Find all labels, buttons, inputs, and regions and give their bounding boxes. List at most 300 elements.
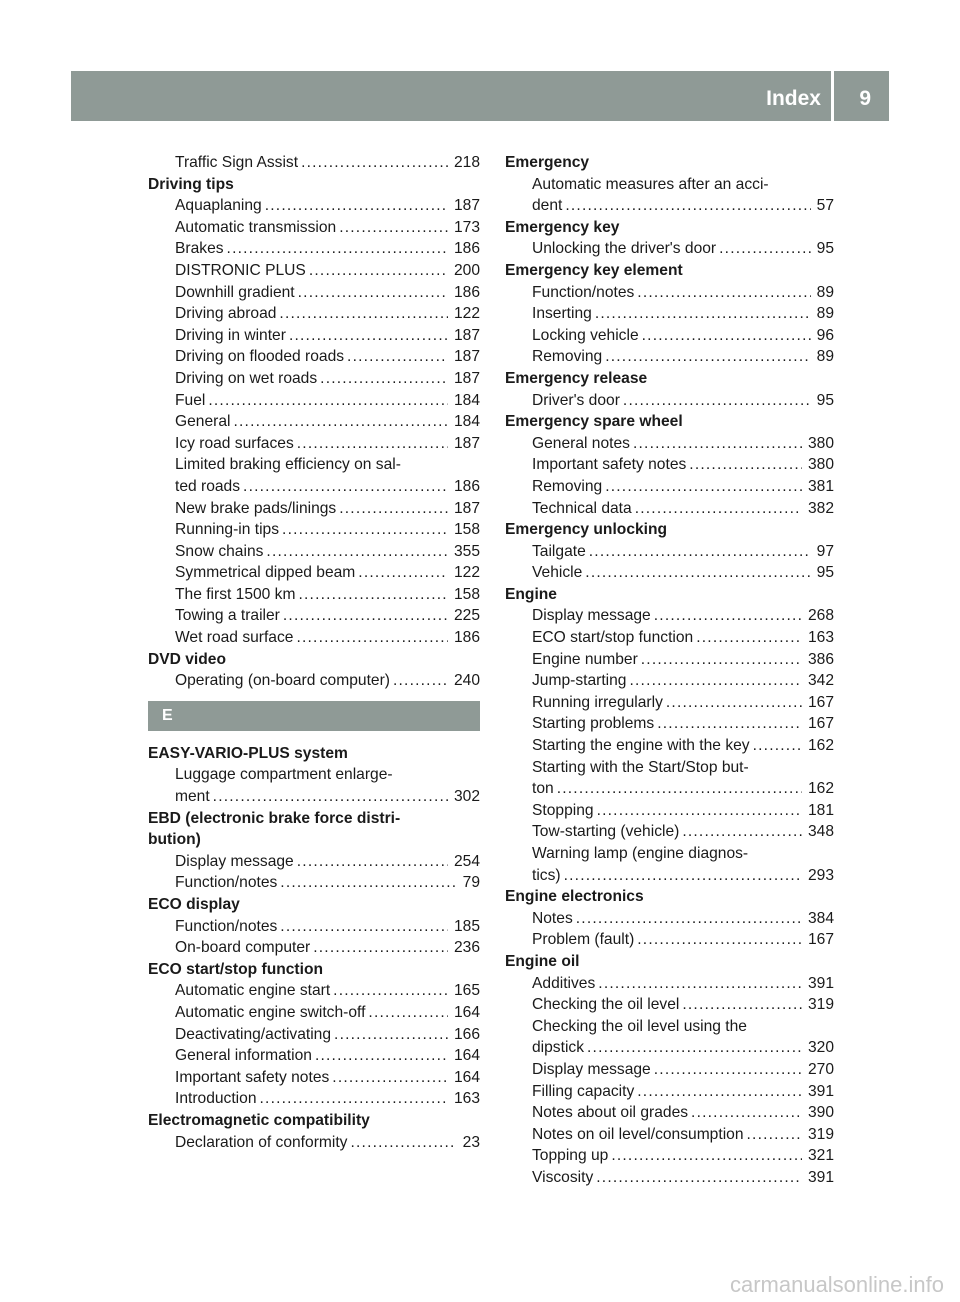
index-entry[interactable]	[148, 584, 480, 606]
leader-dots	[686, 454, 802, 476]
leader-dots	[602, 476, 802, 498]
index-entry[interactable]	[505, 778, 834, 800]
index-entry[interactable]	[148, 282, 480, 304]
index-entry[interactable]	[148, 325, 480, 347]
leader-dots	[294, 851, 448, 873]
page-reference[interactable]: 186	[453, 629, 480, 647]
entry-text: General information	[175, 1047, 312, 1065]
page-reference[interactable]: 167	[807, 931, 834, 949]
page-reference[interactable]: 184	[453, 413, 480, 431]
index-entry[interactable]	[505, 821, 834, 843]
entry-text: EASY-VARIO-PLUS system	[148, 744, 348, 762]
page-reference[interactable]: 200	[453, 261, 480, 279]
index-entry[interactable]	[148, 1067, 480, 1089]
page-reference[interactable]: 391	[807, 1168, 834, 1186]
leader-dots	[230, 411, 447, 433]
index-entry[interactable]	[505, 195, 834, 217]
entry-text: Luggage compartment enlarge-	[175, 766, 393, 784]
page-reference[interactable]: 381	[807, 477, 834, 495]
leader-dots	[679, 994, 802, 1016]
entry-text: dent	[532, 197, 563, 215]
page-reference[interactable]: 166	[453, 1025, 480, 1043]
index-entry[interactable]	[505, 908, 834, 930]
page-reference[interactable]: 270	[807, 1060, 834, 1078]
index-entry	[505, 843, 834, 865]
leader-dots	[329, 1067, 448, 1089]
page-reference[interactable]: 165	[453, 982, 480, 1000]
index-entry[interactable]	[505, 346, 834, 368]
entry-text: Locking vehicle	[532, 326, 639, 344]
index-entry[interactable]	[505, 498, 834, 520]
page-reference[interactable]: 187	[453, 434, 480, 452]
index-entry[interactable]	[148, 1002, 480, 1024]
leader-dots	[582, 562, 810, 584]
page-reference[interactable]: 158	[453, 585, 480, 603]
entry-text: Starting with the Start/Stop but-	[532, 758, 749, 776]
page-reference[interactable]: 236	[453, 939, 480, 957]
page-reference[interactable]: 23	[462, 1133, 480, 1151]
entry-text: Icy road surfaces	[175, 434, 294, 452]
index-entry	[148, 764, 480, 786]
entry-text: Engine electronics	[505, 888, 644, 906]
entry-text: Emergency key element	[505, 261, 683, 279]
entry-text: Driving on flooded roads	[175, 348, 345, 366]
page-reference[interactable]: 319	[807, 996, 834, 1014]
entry-text: Automatic measures after an acci-	[532, 175, 769, 193]
index-entry[interactable]	[148, 605, 480, 627]
leader-dots	[310, 937, 448, 959]
leader-dots	[593, 1167, 802, 1189]
leader-dots	[679, 821, 802, 843]
entry-text: Automatic engine start	[175, 982, 331, 1000]
page-reference[interactable]: 167	[807, 693, 834, 711]
index-entry[interactable]	[148, 498, 480, 520]
leader-dots	[594, 800, 802, 822]
entry-text: ECO start/stop function	[532, 629, 694, 647]
entry-text: Emergency unlocking	[505, 521, 668, 539]
page-reference[interactable]: 187	[453, 348, 480, 366]
leader-dots	[224, 238, 448, 260]
entry-text: Inserting	[532, 305, 592, 323]
leader-dots	[262, 195, 448, 217]
page-reference[interactable]: 79	[462, 874, 480, 892]
entry-text: Checking the oil level using the	[532, 1017, 747, 1035]
leader-dots	[651, 1059, 802, 1081]
entry-text: Notes on oil level/consumption	[532, 1125, 744, 1143]
entry-text: Driving abroad	[175, 305, 277, 323]
entry-text: Display message	[175, 852, 294, 870]
entry-text: ECO start/stop function	[148, 960, 323, 978]
page-reference[interactable]: 89	[816, 283, 834, 301]
page-reference[interactable]: 167	[807, 715, 834, 733]
entry-text: Filling capacity	[532, 1082, 635, 1100]
entry-text: Electromagnetic compatibility	[148, 1111, 370, 1129]
leader-dots	[586, 541, 811, 563]
entry-text: Fuel	[175, 391, 206, 409]
entry-text: ton	[532, 780, 554, 798]
leader-dots	[344, 346, 448, 368]
index-entry[interactable]	[505, 735, 834, 757]
leader-dots	[654, 713, 802, 735]
page-reference[interactable]: 187	[453, 326, 480, 344]
index-entry[interactable]	[505, 476, 834, 498]
index-entry[interactable]	[148, 851, 480, 873]
entry-text: Aquaplaning	[175, 197, 262, 215]
entry-text: Operating (on-board computer)	[175, 672, 390, 690]
index-entry[interactable]	[505, 433, 834, 455]
page-reference[interactable]: 319	[807, 1125, 834, 1143]
leader-dots	[330, 980, 448, 1002]
entry-text: Removing	[532, 348, 603, 366]
page-reference[interactable]: 95	[816, 240, 834, 258]
index-entry	[505, 757, 834, 779]
page-reference[interactable]: 391	[807, 974, 834, 992]
index-column-left	[148, 152, 480, 1153]
entry-text: Technical data	[532, 499, 632, 517]
entry-text: Declaration of conformity	[175, 1133, 348, 1151]
index-entry[interactable]	[505, 303, 834, 325]
page-reference[interactable]: 186	[453, 240, 480, 258]
entry-text: Stopping	[532, 801, 594, 819]
page-reference[interactable]: 218	[453, 154, 480, 171]
leader-dots	[279, 519, 448, 541]
leader-dots	[205, 390, 448, 412]
index-entry[interactable]	[505, 865, 834, 887]
entry-text: Checking the oil level	[532, 996, 680, 1014]
page-reference[interactable]: 342	[807, 672, 834, 690]
entry-text: Additives	[532, 974, 596, 992]
header-divider	[831, 71, 834, 121]
entry-text: Emergency	[505, 154, 590, 171]
page-reference[interactable]: 122	[453, 564, 480, 582]
leader-dots	[630, 433, 802, 455]
page-reference[interactable]: 162	[807, 737, 834, 755]
leader-dots	[595, 973, 802, 995]
entry-text: ECO display	[148, 896, 240, 913]
entry-text: Problem (fault)	[532, 931, 635, 949]
entry-text: The first 1500 km	[175, 585, 296, 603]
page-reference[interactable]: 348	[807, 823, 834, 841]
leader-dots	[390, 670, 448, 692]
entry-text: General notes	[532, 434, 630, 452]
entry-text: ted roads	[175, 477, 241, 495]
leader-dots	[336, 498, 448, 520]
entry-text: Display message	[532, 1060, 651, 1078]
page-reference[interactable]: 240	[453, 672, 480, 690]
index-entry[interactable]	[148, 152, 480, 174]
page-reference[interactable]: 185	[453, 917, 480, 935]
index-entry[interactable]	[148, 541, 480, 563]
leader-dots	[592, 303, 811, 325]
index-entry[interactable]	[505, 973, 834, 995]
entry-text: Viscosity	[532, 1168, 594, 1186]
index-entry[interactable]	[148, 260, 480, 282]
index-entry[interactable]	[148, 786, 480, 808]
index-heading	[148, 959, 480, 981]
index-entry[interactable]	[505, 670, 834, 692]
entry-text: Removing	[532, 477, 603, 495]
leader-dots	[573, 908, 802, 930]
page-reference[interactable]: 164	[453, 1003, 480, 1021]
index-entry[interactable]	[505, 1124, 834, 1146]
page-reference[interactable]: 380	[807, 456, 834, 474]
entry-text: Driving in winter	[175, 326, 286, 344]
page-reference[interactable]: 355	[453, 542, 480, 560]
entry-text: Emergency key	[505, 218, 620, 236]
index-entry[interactable]	[505, 454, 834, 476]
index-entry[interactable]	[148, 476, 480, 498]
index-entry[interactable]	[505, 1167, 834, 1189]
page-reference[interactable]: 158	[453, 521, 480, 539]
leader-dots	[317, 368, 448, 390]
leader-dots	[639, 325, 811, 347]
page-reference[interactable]: 57	[816, 197, 834, 215]
leader-dots	[561, 865, 802, 887]
index-entry[interactable]	[505, 325, 834, 347]
index-entry[interactable]	[148, 368, 480, 390]
entry-text: ment	[175, 788, 210, 806]
page-reference[interactable]: 89	[816, 348, 834, 366]
leader-dots	[263, 541, 448, 563]
leader-dots	[210, 786, 448, 808]
index-entry[interactable]	[505, 541, 834, 563]
page-reference[interactable]: 187	[453, 369, 480, 387]
index-entry[interactable]	[505, 1059, 834, 1081]
entry-text: Unlocking the driver's door	[532, 240, 717, 258]
leader-dots	[286, 325, 448, 347]
page-reference[interactable]: 122	[453, 305, 480, 323]
leader-dots	[277, 872, 456, 894]
entry-text: Driver's door	[532, 391, 620, 409]
page-reference[interactable]: 386	[807, 650, 834, 668]
entry-text: Automatic transmission	[175, 218, 337, 236]
page-reference[interactable]: 382	[807, 499, 834, 517]
leader-dots	[257, 1088, 448, 1110]
leader-dots	[634, 1081, 802, 1103]
index-column-right	[505, 152, 834, 1189]
leader-dots	[744, 1124, 802, 1146]
index-entry[interactable]	[505, 562, 834, 584]
entry-text: Tow-starting (vehicle)	[532, 823, 680, 841]
index-entry[interactable]	[505, 692, 834, 714]
index-heading	[505, 886, 834, 908]
page-reference[interactable]: 164	[453, 1068, 480, 1086]
index-heading	[505, 411, 834, 433]
entry-text: Engine	[505, 585, 557, 603]
index-entry[interactable]	[505, 800, 834, 822]
index-entry[interactable]	[148, 303, 480, 325]
index-heading	[505, 951, 834, 973]
index-entry[interactable]	[505, 1102, 834, 1124]
page-reference[interactable]: 187	[453, 499, 480, 517]
leader-dots	[602, 346, 810, 368]
index-entry[interactable]	[148, 1132, 480, 1154]
entry-text: Running irregularly	[532, 693, 663, 711]
index-entry[interactable]	[148, 390, 480, 412]
leader-dots	[632, 498, 802, 520]
index-entry[interactable]	[505, 605, 834, 627]
page-reference[interactable]: 186	[453, 477, 480, 495]
entry-text: Wet road surface	[175, 629, 294, 647]
entry-text: Function/notes	[532, 283, 635, 301]
leader-dots	[331, 1024, 448, 1046]
index-entry[interactable]	[505, 649, 834, 671]
entry-text: Running-in tips	[175, 521, 280, 539]
index-entry[interactable]	[505, 1081, 834, 1103]
index-heading	[505, 260, 834, 282]
leader-dots	[336, 217, 448, 239]
page-number: 9	[859, 87, 871, 110]
entry-text: Important safety notes	[532, 456, 687, 474]
leader-dots	[716, 238, 811, 260]
index-entry[interactable]	[505, 627, 834, 649]
leader-dots	[347, 1132, 456, 1154]
index-entry[interactable]	[148, 670, 480, 692]
index-entry[interactable]	[505, 929, 834, 951]
page-reference[interactable]: 89	[816, 305, 834, 323]
page-reference[interactable]: 254	[453, 852, 480, 870]
index-entry[interactable]	[505, 994, 834, 1016]
leader-dots	[634, 929, 802, 951]
page-reference[interactable]: 320	[807, 1039, 834, 1057]
page-reference[interactable]: 173	[453, 218, 480, 236]
index-entry[interactable]	[148, 238, 480, 260]
index-heading	[148, 743, 480, 765]
leader-dots	[638, 649, 802, 671]
index-entry[interactable]	[148, 411, 480, 433]
leader-dots	[693, 627, 802, 649]
entry-text: Function/notes	[175, 874, 278, 892]
leader-dots	[293, 627, 448, 649]
entry-text: Topping up	[532, 1147, 609, 1165]
index-entry[interactable]	[148, 627, 480, 649]
page-reference[interactable]: 225	[453, 607, 480, 625]
index-entry[interactable]	[505, 390, 834, 412]
entry-text: Deactivating/activating	[175, 1025, 332, 1043]
index-entry[interactable]	[148, 916, 480, 938]
entry-text: tics)	[532, 866, 561, 884]
index-heading	[148, 174, 480, 196]
entry-text: EBD (electronic brake force distri-	[148, 809, 401, 827]
leader-dots	[295, 584, 448, 606]
leader-dots	[584, 1037, 802, 1059]
page-reference[interactable]: 164	[453, 1047, 480, 1065]
entry-text: dipstick	[532, 1039, 584, 1057]
page-reference[interactable]: 268	[807, 607, 834, 625]
entry-text: Starting the engine with the key	[532, 737, 750, 755]
entry-text: Brakes	[175, 240, 224, 258]
page-reference[interactable]: 96	[816, 326, 834, 344]
entry-text: Vehicle	[532, 564, 583, 582]
index-entry[interactable]	[148, 217, 480, 239]
index-entry[interactable]	[505, 1145, 834, 1167]
page-reference[interactable]: 181	[807, 801, 834, 819]
index-entry[interactable]	[148, 346, 480, 368]
entry-text: Symmetrical dipped beam	[175, 564, 356, 582]
index-heading	[148, 808, 480, 830]
page-reference[interactable]: 184	[453, 391, 480, 409]
leader-dots	[634, 282, 810, 304]
entry-text: Engine number	[532, 650, 638, 668]
page-reference[interactable]: 384	[807, 909, 834, 927]
leader-dots	[750, 735, 802, 757]
leader-dots	[651, 605, 802, 627]
index-entry[interactable]	[148, 1088, 480, 1110]
page-reference[interactable]: 95	[816, 564, 834, 582]
leader-dots	[298, 152, 448, 174]
entry-text: Starting problems	[532, 715, 655, 733]
section-letter-bar: E	[148, 701, 480, 731]
page-reference[interactable]: 302	[453, 788, 480, 806]
index-entry[interactable]	[505, 238, 834, 260]
index-entry[interactable]	[505, 1037, 834, 1059]
entry-text: DVD video	[148, 650, 226, 668]
index-entry[interactable]	[148, 937, 480, 959]
index-entry[interactable]	[148, 433, 480, 455]
page-reference[interactable]: 390	[807, 1104, 834, 1122]
index-heading	[148, 1110, 480, 1132]
page-reference[interactable]: 95	[816, 391, 834, 409]
index-entry[interactable]	[505, 282, 834, 304]
index-entry[interactable]	[148, 1024, 480, 1046]
entry-text: Downhill gradient	[175, 283, 295, 301]
index-entry[interactable]	[148, 1045, 480, 1067]
index-entry[interactable]	[505, 713, 834, 735]
entry-text: Tailgate	[532, 542, 586, 560]
leader-dots	[312, 1045, 448, 1067]
page-reference[interactable]: 163	[453, 1090, 480, 1108]
entry-text: General	[175, 413, 231, 431]
index-entry[interactable]	[148, 562, 480, 584]
leader-dots	[295, 282, 448, 304]
index-entry	[505, 1016, 834, 1038]
index-entry[interactable]	[148, 519, 480, 541]
leader-dots	[280, 605, 448, 627]
entry-text: Display message	[532, 607, 651, 625]
entry-text: Engine oil	[505, 952, 580, 970]
index-entry[interactable]	[148, 980, 480, 1002]
page-reference[interactable]: 293	[807, 866, 834, 884]
index-entry	[505, 174, 834, 196]
index-entry[interactable]	[148, 195, 480, 217]
leader-dots	[626, 670, 802, 692]
page-reference[interactable]: 186	[453, 283, 480, 301]
entry-text: New brake pads/linings	[175, 499, 337, 517]
entry-text: Warning lamp (engine diagnos-	[532, 845, 749, 862]
entry-text: Traffic Sign Assist	[175, 154, 299, 171]
entry-text: Snow chains	[175, 542, 264, 560]
leader-dots	[688, 1102, 802, 1124]
index-heading	[148, 829, 480, 851]
page-reference[interactable]: 97	[816, 542, 834, 560]
entry-text: On-board computer	[175, 939, 311, 957]
entry-text: bution)	[148, 831, 201, 849]
page-reference[interactable]: 162	[807, 780, 834, 798]
entry-text: Towing a trailer	[175, 607, 280, 625]
index-heading	[148, 894, 480, 916]
page-title: Index	[766, 87, 821, 110]
page-reference[interactable]: 380	[807, 434, 834, 452]
page-reference[interactable]: 321	[807, 1147, 834, 1165]
page-header	[71, 71, 889, 121]
page-reference[interactable]: 187	[453, 197, 480, 215]
index-entry[interactable]	[148, 872, 480, 894]
index-heading	[505, 519, 834, 541]
leader-dots	[306, 260, 448, 282]
page-reference[interactable]: 391	[807, 1082, 834, 1100]
page-reference[interactable]: 163	[807, 629, 834, 647]
leader-dots	[608, 1145, 802, 1167]
